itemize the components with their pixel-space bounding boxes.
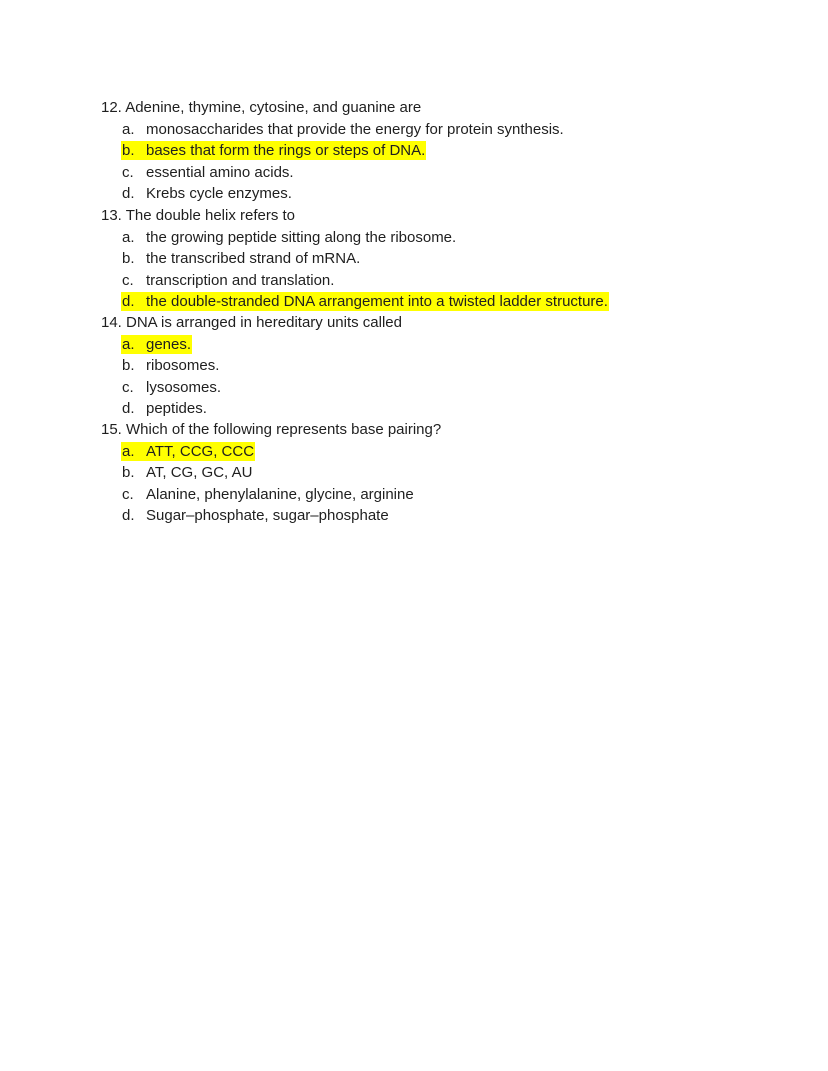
option-highlight bbox=[121, 378, 222, 397]
option-highlight bbox=[121, 141, 426, 160]
answer-options bbox=[101, 441, 801, 527]
option-letter: c. bbox=[122, 378, 134, 396]
option-text: bases that form the rings or steps of DNA. bbox=[146, 142, 426, 159]
option-highlight bbox=[121, 271, 335, 290]
answer-option-d bbox=[101, 291, 801, 313]
answer-option-b bbox=[101, 355, 801, 377]
answer-option-d bbox=[101, 398, 801, 420]
option-letter: a. bbox=[122, 335, 135, 353]
answer-option-d bbox=[101, 505, 801, 527]
option-text: ribosomes. bbox=[146, 357, 220, 374]
question-stem: 13. The double helix refers to bbox=[101, 207, 296, 224]
option-highlight bbox=[121, 163, 295, 182]
option-letter: d. bbox=[122, 293, 135, 310]
option-letter: b. bbox=[122, 142, 135, 159]
option-text: ATT, CCG, CCC bbox=[146, 442, 255, 460]
answer-option-a bbox=[101, 119, 801, 141]
answer-option-c bbox=[101, 484, 801, 506]
option-highlight bbox=[121, 184, 293, 203]
option-text: essential amino acids. bbox=[146, 163, 294, 181]
question-13 bbox=[101, 205, 801, 313]
option-highlight bbox=[121, 463, 253, 482]
answer-options bbox=[101, 334, 801, 420]
answer-option-c bbox=[101, 377, 801, 399]
answer-option-a bbox=[101, 334, 801, 356]
question-15 bbox=[101, 419, 801, 527]
answer-option-a bbox=[101, 441, 801, 463]
option-highlight bbox=[121, 335, 192, 354]
option-text: Alanine, phenylalanine, glycine, arginine bbox=[146, 485, 414, 503]
answer-option-b bbox=[101, 248, 801, 270]
answer-option-b bbox=[101, 140, 801, 162]
option-text: transcription and translation. bbox=[146, 271, 335, 289]
answer-option-d bbox=[101, 183, 801, 205]
option-highlight bbox=[121, 249, 361, 268]
option-letter: d. bbox=[122, 507, 135, 524]
option-letter: b. bbox=[122, 250, 135, 267]
option-highlight bbox=[121, 399, 208, 418]
answer-option-a bbox=[101, 227, 801, 249]
question-stem: 14. DNA is arranged in hereditary units called bbox=[101, 314, 402, 331]
option-text: Sugar–phosphate, sugar–phosphate bbox=[146, 507, 389, 524]
option-letter: d. bbox=[122, 400, 135, 417]
option-text: the growing peptide sitting along the ribosome. bbox=[146, 228, 457, 246]
question-stem: 12. Adenine, thymine, cytosine, and guanine are bbox=[101, 99, 422, 116]
option-letter: c. bbox=[122, 271, 134, 289]
option-text: lysosomes. bbox=[146, 378, 222, 396]
option-highlight bbox=[121, 356, 220, 375]
answer-option-c bbox=[101, 270, 801, 292]
option-letter: a. bbox=[122, 228, 135, 246]
question-12 bbox=[101, 97, 801, 205]
option-letter: c. bbox=[122, 485, 134, 503]
option-highlight bbox=[121, 485, 415, 504]
answer-option-c bbox=[101, 162, 801, 184]
option-highlight bbox=[121, 442, 255, 461]
option-highlight bbox=[121, 228, 457, 247]
option-text: the double-stranded DNA arrangement into a twisted ladder structure. bbox=[146, 293, 608, 310]
option-letter: a. bbox=[122, 120, 135, 138]
option-text: genes. bbox=[146, 335, 192, 353]
option-highlight bbox=[121, 292, 609, 311]
option-highlight bbox=[121, 506, 390, 525]
option-letter: c. bbox=[122, 163, 134, 181]
option-letter: b. bbox=[122, 464, 135, 481]
option-letter: a. bbox=[122, 442, 135, 460]
question-stem: 15. Which of the following represents base pairing? bbox=[101, 421, 442, 438]
option-letter: d. bbox=[122, 185, 135, 202]
option-letter: b. bbox=[122, 357, 135, 374]
question-14 bbox=[101, 312, 801, 420]
option-highlight bbox=[121, 120, 565, 139]
option-text: monosaccharides that provide the energy for protein synthesis. bbox=[146, 120, 564, 138]
option-text: Krebs cycle enzymes. bbox=[146, 185, 292, 202]
answer-options bbox=[101, 227, 801, 313]
option-text: AT, CG, GC, AU bbox=[146, 464, 253, 481]
option-text: the transcribed strand of mRNA. bbox=[146, 250, 361, 267]
answer-options bbox=[101, 119, 801, 205]
answer-option-b bbox=[101, 462, 801, 484]
option-text: peptides. bbox=[146, 400, 207, 417]
